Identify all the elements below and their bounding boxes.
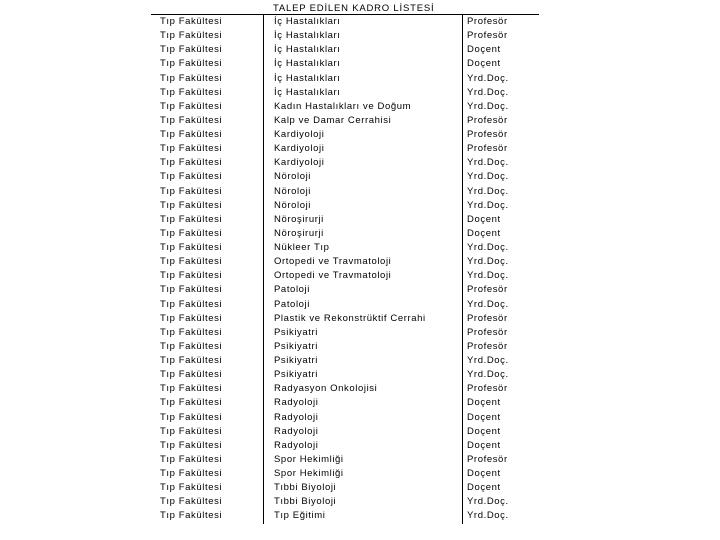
department-cell: Patoloji xyxy=(264,298,463,312)
faculty-cell: Tıp Fakültesi xyxy=(160,72,223,84)
rank-cell: Doçent xyxy=(467,482,501,494)
rank-cell: Yrd.Doç. xyxy=(467,100,509,112)
table-row xyxy=(151,29,539,43)
rank-cell: Doçent xyxy=(467,468,501,479)
department-cell: İç Hastalıkları xyxy=(264,86,463,100)
table-row xyxy=(151,114,539,128)
faculty-cell: Tıp Fakültesi xyxy=(160,213,223,225)
rank-cell: Yrd.Doç. xyxy=(467,171,509,183)
table-row xyxy=(151,368,539,382)
faculty-cell: Tıp Fakültesi xyxy=(160,256,223,268)
table-row xyxy=(151,185,539,199)
rank-cell: Profesör xyxy=(463,15,540,30)
rank-cell: Profesör xyxy=(467,114,508,126)
table-row xyxy=(151,170,539,184)
department-cell: Radyoloji xyxy=(264,439,463,453)
department-cell: İç Hastalıkları xyxy=(264,29,463,43)
table-row xyxy=(151,86,539,100)
faculty-cell: Tıp Fakültesi xyxy=(151,15,264,30)
department-cell: Kadın Hastalıkları ve Doğum xyxy=(264,100,463,114)
rank-cell: Profesör xyxy=(467,383,508,395)
department-cell: Ortopedi ve Travmatoloji xyxy=(264,269,463,283)
rank-cell: Doçent xyxy=(467,213,501,225)
table-row xyxy=(151,156,539,170)
table-row xyxy=(151,439,539,453)
faculty-cell: Tıp Fakültesi xyxy=(160,326,223,338)
faculty-cell: Tıp Fakültesi xyxy=(160,100,223,112)
department-cell: Tıp Eğitimi xyxy=(264,509,463,523)
rank-cell: Yrd.Doç. xyxy=(467,496,509,508)
faculty-cell: Tıp Fakültesi xyxy=(160,369,223,381)
department-cell: Radyoloji xyxy=(264,411,463,425)
department-cell: Nöroloji xyxy=(264,185,463,199)
faculty-cell: Tıp Fakültesi xyxy=(160,44,223,56)
department-cell: Tıbbi Biyoloji xyxy=(264,481,463,495)
faculty-cell: Tıp Fakültesi xyxy=(160,482,223,494)
table-row xyxy=(151,43,539,57)
table-body xyxy=(151,15,539,524)
table-row xyxy=(151,199,539,213)
rank-cell: Doçent xyxy=(467,44,501,56)
rank-cell: Doçent xyxy=(467,58,501,70)
faculty-cell: Tıp Fakültesi xyxy=(160,439,223,451)
table-row xyxy=(151,340,539,354)
department-cell: İç Hastalıkları xyxy=(264,57,463,71)
table-row xyxy=(151,100,539,114)
department-cell: Psikiyatri xyxy=(264,340,463,354)
rank-cell: Yrd.Doç. xyxy=(467,72,509,84)
table-row xyxy=(151,411,539,425)
faculty-cell: Tıp Fakültesi xyxy=(160,227,223,239)
document-title: TALEP EDİLEN KADRO LİSTESİ xyxy=(273,3,435,14)
table-row xyxy=(151,326,539,340)
faculty-cell: Tıp Fakültesi xyxy=(160,129,223,140)
rank-cell: Profesör xyxy=(467,284,508,296)
table-row xyxy=(151,142,539,156)
table-row xyxy=(151,128,539,142)
table-row xyxy=(151,467,539,481)
rank-cell: Profesör xyxy=(467,129,508,140)
rank-cell: Doçent xyxy=(467,397,501,409)
faculty-cell: Tıp Fakültesi xyxy=(160,185,223,197)
table-row xyxy=(151,481,539,495)
table-row xyxy=(151,453,539,467)
faculty-cell: Tıp Fakültesi xyxy=(160,270,223,282)
department-cell: Radyoloji xyxy=(264,425,463,439)
rank-cell: Yrd.Doç. xyxy=(467,510,509,522)
table-row xyxy=(151,57,539,71)
department-cell: Tıbbi Biyoloji xyxy=(264,495,463,509)
rank-cell: Yrd.Doç. xyxy=(467,157,509,169)
department-cell: Kardiyoloji xyxy=(264,156,463,170)
faculty-cell: Tıp Fakültesi xyxy=(160,284,223,296)
table-row xyxy=(151,241,539,255)
table-row xyxy=(151,298,539,312)
rank-cell: Doçent xyxy=(467,439,501,451)
table-row xyxy=(151,283,539,297)
faculty-cell: Tıp Fakültesi xyxy=(160,355,223,366)
faculty-cell: Tıp Fakültesi xyxy=(160,496,223,508)
faculty-cell: Tıp Fakültesi xyxy=(160,58,223,70)
faculty-cell: Tıp Fakültesi xyxy=(160,397,223,409)
table-row xyxy=(151,509,539,523)
department-cell: Kalp ve Damar Cerrahisi xyxy=(264,114,463,128)
faculty-cell: Tıp Fakültesi xyxy=(160,425,223,437)
department-cell: Kardiyoloji xyxy=(264,128,463,142)
department-cell: Psikiyatri xyxy=(264,368,463,382)
rank-cell: Yrd.Doç. xyxy=(467,199,509,211)
department-cell: Radyasyon Onkolojisi xyxy=(264,382,463,396)
department-cell: Kardiyoloji xyxy=(264,142,463,156)
faculty-cell: Tıp Fakültesi xyxy=(160,199,223,211)
faculty-cell: Tıp Fakültesi xyxy=(160,453,223,465)
department-cell: Nükleer Tıp xyxy=(264,241,463,255)
department-cell: Spor Hekimliği xyxy=(264,467,463,481)
table-row xyxy=(151,312,539,326)
department-cell: Ortopedi ve Travmatoloji xyxy=(264,255,463,269)
table-row xyxy=(151,495,539,509)
table-row xyxy=(151,269,539,283)
department-cell: Nöroşirurji xyxy=(264,227,463,241)
rank-cell: Yrd.Doç. xyxy=(467,185,509,197)
rank-cell: Yrd.Doç. xyxy=(467,270,509,282)
faculty-cell: Tıp Fakültesi xyxy=(160,340,223,352)
rank-cell: Profesör xyxy=(467,143,508,155)
rank-cell: Profesör xyxy=(467,340,508,352)
table-row xyxy=(151,72,539,86)
department-cell: Spor Hekimliği xyxy=(264,453,463,467)
rank-cell: Doçent xyxy=(467,227,501,239)
table-row xyxy=(151,227,539,241)
department-cell: Nöroloji xyxy=(264,170,463,184)
rank-cell: Yrd.Doç. xyxy=(467,298,509,310)
rank-cell: Yrd.Doç. xyxy=(467,355,509,366)
table-row xyxy=(151,382,539,396)
department-cell: Nöroşirurji xyxy=(264,213,463,227)
department-cell: İç Hastalıkları xyxy=(264,72,463,86)
faculty-cell: Tıp Fakültesi xyxy=(160,86,223,98)
faculty-cell: Tıp Fakültesi xyxy=(160,312,223,324)
faculty-cell: Tıp Fakültesi xyxy=(160,171,223,183)
department-cell: Psikiyatri xyxy=(264,326,463,340)
table-row xyxy=(151,213,539,227)
department-cell: Psikiyatri xyxy=(264,354,463,368)
rank-cell: Yrd.Doç. xyxy=(467,242,509,253)
department-cell: Patoloji xyxy=(264,283,463,297)
department-cell: İç Hastalıkları xyxy=(264,15,463,30)
faculty-cell: Tıp Fakültesi xyxy=(160,114,223,126)
rank-cell: Yrd.Doç. xyxy=(467,369,509,381)
faculty-cell: Tıp Fakültesi xyxy=(160,143,223,155)
rank-cell: Yrd.Doç. xyxy=(467,256,509,268)
rank-cell: Profesör xyxy=(467,326,508,338)
staff-request-table xyxy=(151,14,539,524)
faculty-cell: Tıp Fakültesi xyxy=(160,468,223,479)
faculty-cell: Tıp Fakültesi xyxy=(160,157,223,169)
rank-cell: Doçent xyxy=(467,411,501,423)
table-row xyxy=(151,255,539,269)
department-cell: Nöroloji xyxy=(264,199,463,213)
rank-cell: Doçent xyxy=(467,425,501,437)
table-row xyxy=(151,15,539,30)
table-row xyxy=(151,396,539,410)
faculty-cell: Tıp Fakültesi xyxy=(160,30,223,42)
faculty-cell: Tıp Fakültesi xyxy=(160,510,223,522)
rank-cell: Profesör xyxy=(467,453,508,465)
faculty-cell: Tıp Fakültesi xyxy=(160,411,223,423)
rank-cell: Profesör xyxy=(467,30,508,42)
department-cell: İç Hastalıkları xyxy=(264,43,463,57)
faculty-cell: Tıp Fakültesi xyxy=(160,383,223,395)
rank-cell: Profesör xyxy=(467,312,508,324)
faculty-cell: Tıp Fakültesi xyxy=(160,242,223,253)
table-row xyxy=(151,425,539,439)
department-cell: Radyoloji xyxy=(264,396,463,410)
table-row xyxy=(151,354,539,368)
faculty-cell: Tıp Fakültesi xyxy=(160,298,223,310)
rank-cell: Yrd.Doç. xyxy=(467,86,509,98)
department-cell: Plastik ve Rekonstrüktif Cerrahi xyxy=(264,312,463,326)
